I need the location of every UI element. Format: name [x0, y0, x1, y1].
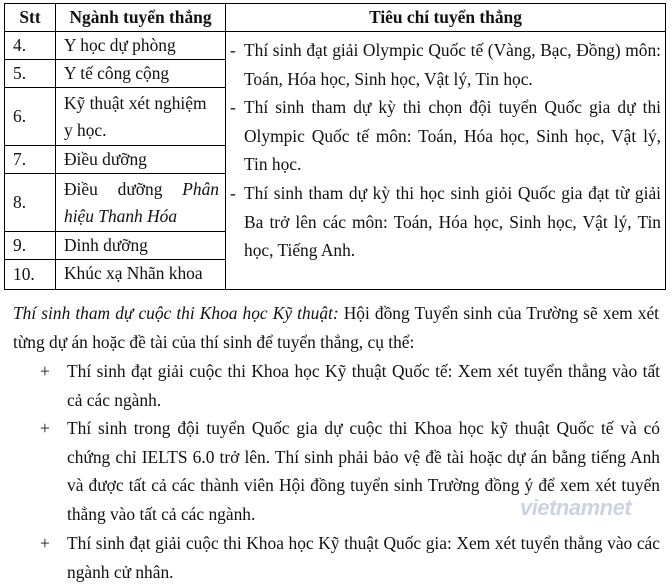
bullet-item — [40, 529, 660, 586]
table-row — [5, 32, 666, 60]
intro-italic-lead: Thí sinh tham dự cuộc thi Khoa học Kỹ thuật: — [13, 303, 339, 323]
major-line — [64, 176, 219, 203]
bullet-text: Thí sinh đạt giải cuộc thi Khoa học Kỹ thuật Quốc gia: Xem xét tuyển thẳng vào các ngành cử nhân. — [67, 533, 660, 582]
row-stt: 10. — [5, 260, 56, 290]
criteria-dash: - — [230, 182, 236, 203]
row-stt: 6. — [5, 88, 56, 146]
major-plain: Điều dưỡng — [64, 179, 163, 199]
row-major — [56, 174, 226, 232]
major-italic: hiệu Thanh Hóa — [64, 206, 178, 226]
criteria-text: Thí sinh tham dự kỳ thi chọn đội tuyển Quốc gia dự thi Olympic Quốc tế môn: Toán, Hóa học, Sinh học, Vật lý, Tin học. — [244, 97, 661, 175]
criteria-item — [230, 36, 661, 93]
row-major: Khúc xạ Nhãn khoa — [56, 260, 226, 290]
admission-table — [4, 3, 666, 290]
row-stt: 8. — [5, 174, 56, 232]
criteria-text: Thí sinh đạt giải Olympic Quốc tế (Vàng, Bạc, Đồng) môn: Toán, Hóa học, Sinh học, Vật lý, Tin học. — [244, 40, 661, 89]
row-major: Dinh dưỡng — [56, 232, 226, 260]
criteria-item — [230, 93, 661, 179]
criteria-cell — [226, 32, 666, 290]
table-header-row — [5, 4, 666, 32]
criteria-dash: - — [230, 40, 236, 60]
criteria-text: Thí sinh tham dự kỳ thi học sinh giỏi Quốc gia đạt từ giải Ba trở lên các môn: Toán, Hóa học, Sinh học, Vật lý, Tin học, Tiếng Anh. — [244, 182, 661, 261]
criteria-item — [230, 179, 661, 265]
row-stt: 7. — [5, 146, 56, 174]
bullet-text: Thí sinh trong đội tuyển Quốc gia dự cuộc thi Khoa học kỹ thuật Quốc tế và có chứng chỉ IELTS 6.0 trở lên. Thí sinh phải bảo vệ đề tài hoặc dự án bằng tiếng Anh và được tất cả các thành viên Hội đồng tuyển sinh Trường đồng ý để xem xét tuyển thẳng vào tất cả các ngành. — [67, 418, 660, 525]
row-major: Điều dưỡng — [56, 146, 226, 174]
major-line: Kỹ thuật xét nghiệm — [64, 93, 207, 113]
row-stt: 4. — [5, 32, 56, 60]
row-stt: 9. — [5, 232, 56, 260]
plus-marker: + — [40, 533, 50, 553]
header-criteria: Tiêu chí tuyển thẳng — [226, 4, 666, 32]
major-italic: Phân — [182, 179, 219, 199]
major-line — [64, 203, 219, 230]
criteria-dash: - — [230, 97, 236, 118]
bullet-text: Thí sinh đạt giải cuộc thi Khoa học Kỹ thuật Quốc tế: Xem xét tuyển thẳng vào tất cả các ngành. — [67, 361, 660, 410]
bullet-item — [40, 357, 660, 414]
header-stt: Stt — [5, 4, 56, 32]
watermark-logo: vietnamnet — [520, 495, 632, 520]
plus-marker: + — [40, 361, 50, 381]
intro-text: Hội đồng Tuyển sinh của Trường sẽ xem xét từng dự án hoặc đề tài của thí sinh để tuyển thẳng, cụ thể: — [13, 303, 660, 352]
row-major: Y học dự phòng — [56, 32, 226, 60]
intro-paragraph — [13, 299, 659, 356]
header-major: Ngành tuyển thẳng — [56, 4, 226, 32]
plus-marker: + — [40, 418, 50, 438]
row-major: Y tế công cộng — [56, 60, 226, 88]
major-line: y học. — [64, 120, 107, 140]
row-stt: 5. — [5, 60, 56, 88]
row-major — [56, 88, 226, 146]
